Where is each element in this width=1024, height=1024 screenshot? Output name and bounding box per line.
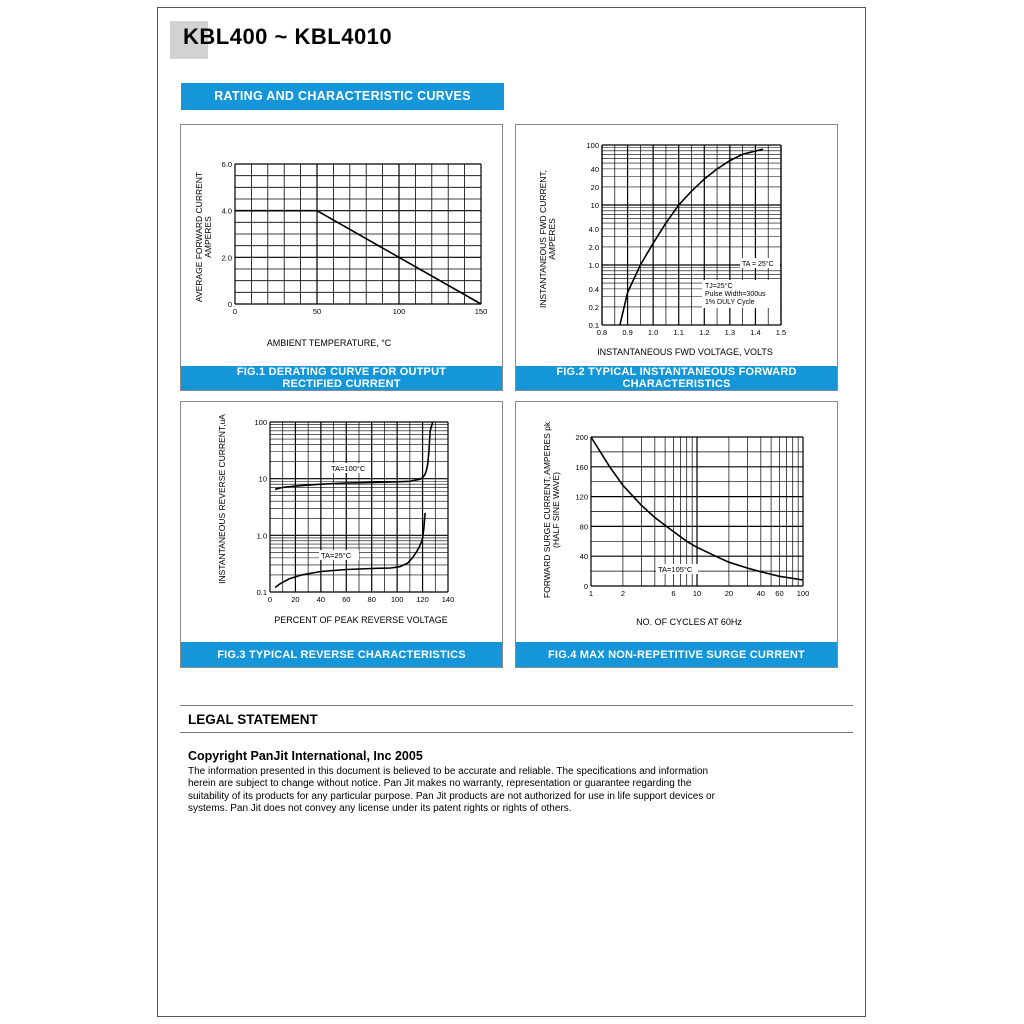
fig3-y-tick-label: 1.0 xyxy=(256,531,267,541)
fig2-y-tick-label: 4.0 xyxy=(588,224,599,234)
fig2-x-tick-label: 1.3 xyxy=(724,328,736,337)
fig2-y-tick-label: 0.4 xyxy=(588,284,599,294)
fig2-ylabel-line1: INSTANTANEOUS FWD CURRENT, xyxy=(538,169,548,309)
fig4-x-tick-label: 10 xyxy=(692,589,702,598)
fig2-annotation-ta: TA = 25°C xyxy=(742,261,774,268)
fig1-caption-line2: RECTIFIED CURRENT xyxy=(282,378,401,390)
fig2-caption-line1: FIG.2 TYPICAL INSTANTANEOUS FORWARD xyxy=(556,366,797,378)
fig3-panel xyxy=(180,401,503,668)
fig2-y-tick-label: 40 xyxy=(590,164,599,174)
fig2-y-tick-label: 10 xyxy=(590,201,599,210)
fig1-ylabel-line1: AVERAGE FORWARD CURRENT xyxy=(194,171,204,303)
fig4-x-tick-label: 1 xyxy=(588,589,594,598)
fig3-x-tick-label: 80 xyxy=(367,595,376,604)
fig2-xlabel: INSTANTANEOUS FWD VOLTAGE, VOLTS xyxy=(597,347,773,357)
fig3-x-tick-label: 100 xyxy=(390,595,404,604)
fig1-x-tick-label: 50 xyxy=(312,307,322,316)
section-banner: RATING AND CHARACTERISTIC CURVES xyxy=(181,83,504,110)
legal-line: herein are subject to change without notice. Pan Jit makes no warranty, representation or guarantee regarding the xyxy=(188,778,692,790)
fig4-y-tick-label: 40 xyxy=(579,552,588,562)
fig4-x-tick-label: 60 xyxy=(775,589,784,598)
fig2-x-tick-label: 1.0 xyxy=(647,328,659,337)
fig3-caption xyxy=(181,642,502,667)
fig2-y-tick-label: 100 xyxy=(586,141,599,150)
fig2-x-tick-label: 1.1 xyxy=(673,328,684,337)
fig4-x-tick-label: 20 xyxy=(724,589,734,598)
fig3-y-tick-label: 100 xyxy=(254,418,267,427)
fig4-caption xyxy=(516,642,837,667)
legal-top-rule xyxy=(180,705,853,706)
fig4-x-tick-label: 40 xyxy=(756,589,765,598)
fig2-y-tick-label: 0.2 xyxy=(588,302,599,312)
fig1-xlabel: AMBIENT TEMPERATURE, °C xyxy=(266,338,392,348)
fig1-y-tick-label: 2.0 xyxy=(221,253,232,263)
legal-line: suitability of its products for any particular purpose. Pan Jit products are not authorized for use in life support devices or xyxy=(188,790,715,802)
fig3-x-tick-label: 120 xyxy=(416,595,429,604)
fig3-x-tick-label: 60 xyxy=(342,595,351,604)
fig4-y-tick-label: 160 xyxy=(575,462,588,472)
fig2-caption-line2: CHARACTERISTICS xyxy=(622,378,731,390)
fig2-y-tick-label: 2.0 xyxy=(588,242,599,252)
fig3-x-tick-label: 0 xyxy=(267,595,273,604)
fig3-series-label-25c: TA=25°C xyxy=(321,551,352,560)
legal-bottom-rule xyxy=(180,732,853,733)
fig1-y-tick-label: 4.0 xyxy=(221,206,232,216)
fig4-panel xyxy=(515,401,838,668)
fig3-x-tick-label: 20 xyxy=(291,595,300,604)
fig2-y-tick-label: 20 xyxy=(590,182,599,192)
fig2-x-tick-label: 1.2 xyxy=(699,328,710,337)
fig2-panel xyxy=(515,124,838,391)
fig2-annotation-tj: TJ=25°C xyxy=(705,283,733,290)
fig4-annotation-ta: TA=105°C xyxy=(658,565,693,574)
fig2-caption xyxy=(516,366,837,390)
fig2-annotation-duty: 1% DULY Cycle xyxy=(705,299,755,306)
fig2-y-tick-label: 0.1 xyxy=(588,321,599,330)
fig4-y-tick-label: 80 xyxy=(579,522,588,532)
fig3-series-label-100c: TA=100°C xyxy=(331,464,366,473)
fig1-y-tick-label: 0 xyxy=(227,300,232,309)
fig4-x-tick-label: 100 xyxy=(796,589,810,598)
fig3-x-tick-label: 140 xyxy=(441,595,455,604)
fig3-xlabel: PERCENT OF PEAK REVERSE VOLTAGE xyxy=(274,615,448,625)
fig2-annotation-pulse: Pulse Width=300us xyxy=(705,291,766,298)
fig1-panel xyxy=(180,124,503,391)
page-title: KBL400 ~ KBL4010 xyxy=(183,24,393,49)
fig1-caption-line1: FIG.1 DERATING CURVE FOR OUTPUT xyxy=(236,366,447,378)
fig4-xlabel: NO. OF CYCLES AT 60Hz xyxy=(636,617,742,627)
fig1-caption xyxy=(181,366,502,390)
fig3-ylabel: INSTANTANEOUS REVERSE CURRENT,uA xyxy=(217,414,227,584)
fig3-chart xyxy=(181,402,502,640)
fig4-y-tick-label: 120 xyxy=(575,492,588,502)
fig1-x-tick-label: 0 xyxy=(232,307,238,316)
fig1-x-tick-label: 150 xyxy=(474,307,488,316)
copyright-line: Copyright PanJit International, Inc 2005 xyxy=(188,749,423,763)
fig3-y-tick-label: 0.1 xyxy=(256,588,267,597)
fig4-ylabel-line1: FORWARD SURGE CURRENT, AMPERES pk xyxy=(542,421,552,599)
fig1-x-tick-label: 100 xyxy=(392,307,406,316)
legal-body xyxy=(188,766,788,815)
fig4-y-tick-label: 0 xyxy=(583,582,588,591)
fig1-chart xyxy=(181,125,502,365)
fig4-chart xyxy=(516,402,837,640)
fig4-ylabel-line2: (HALF SINE WAVE) xyxy=(551,471,561,549)
fig3-y-tick-label: 10 xyxy=(258,474,267,484)
fig1-ylabel-line2: AMPERES xyxy=(203,216,213,258)
fig2-x-tick-label: 0.8 xyxy=(596,328,608,337)
fig4-x-tick-label: 2 xyxy=(620,589,625,598)
fig3-caption-line1: FIG.3 TYPICAL REVERSE CHARACTERISTICS xyxy=(217,648,466,661)
fig1-y-tick-label: 6.0 xyxy=(221,160,232,169)
fig4-y-tick-label: 200 xyxy=(575,433,588,442)
legal-line: systems. Pan Jit does not convey any license under its patent rights or rights of others. xyxy=(188,802,572,814)
fig2-chart xyxy=(516,125,837,365)
fig4-x-tick-label: 6 xyxy=(671,589,676,598)
legal-line: The information presented in this document is believed to be accurate and reliable. The specifications and information xyxy=(188,766,709,777)
legal-heading: LEGAL STATEMENT xyxy=(188,712,318,727)
fig2-y-tick-label: 1.0 xyxy=(588,261,599,270)
fig2-x-tick-label: 1.4 xyxy=(750,328,761,337)
fig2-x-tick-label: 1.5 xyxy=(775,328,787,337)
fig2-x-tick-label: 0.9 xyxy=(622,328,633,337)
fig4-caption-line1: FIG.4 MAX NON-REPETITIVE SURGE CURRENT xyxy=(548,648,805,661)
fig3-x-tick-label: 40 xyxy=(316,595,326,604)
fig2-ylabel-line2: AMPERES xyxy=(547,218,557,260)
